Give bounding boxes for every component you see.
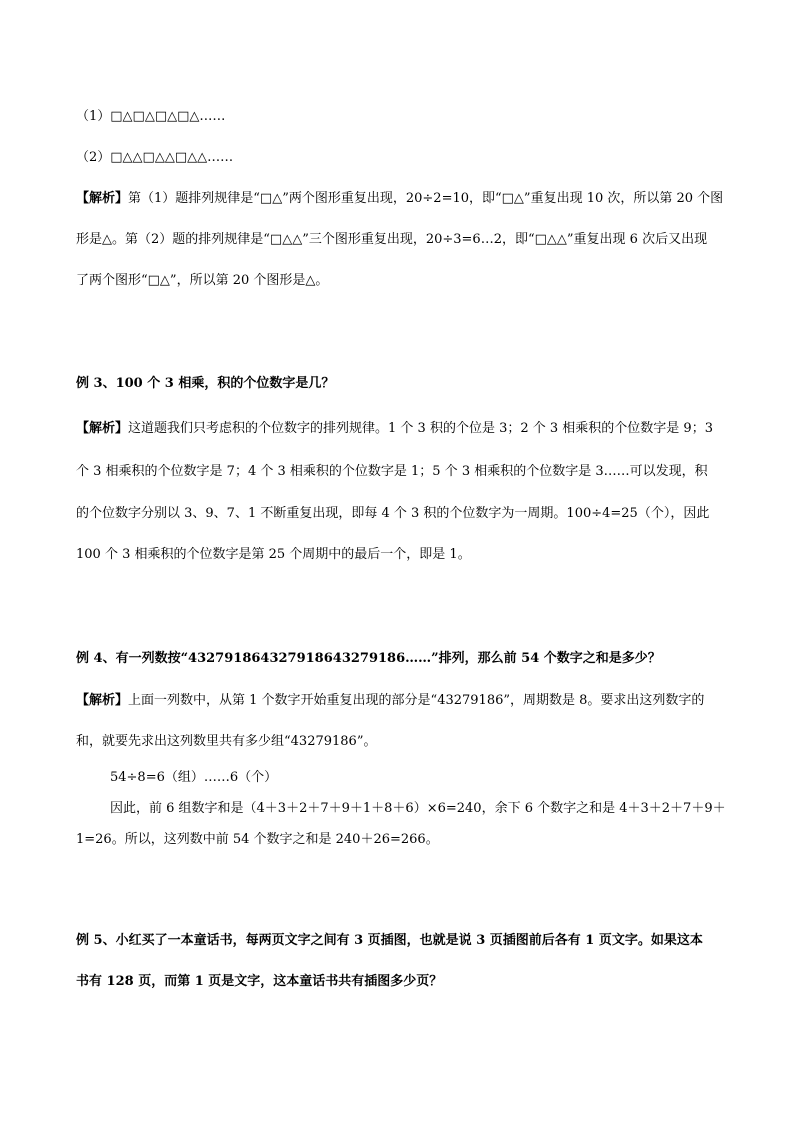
solution-4-line-2: 和，就要先求出这列数里共有多少组“43279186”。 xyxy=(76,734,377,749)
example-5-line-1: 例 5、小红买了一本童话书，每两页文字之间有 3 页插图，也就是说 3 页插图前后各有 1 页文字。如果这本 xyxy=(76,933,703,948)
solution-3-line-4: 100 个 3 相乘积的个位数字是第 25 个周期中的最后一个，即是 1。 xyxy=(76,547,471,562)
example-5-line-2: 书有 128 页，而第 1 页是文字，这本童话书共有插图多少页？ xyxy=(76,974,443,989)
solution-4-line-3: 54÷8=6（组）……6（个） xyxy=(110,770,278,785)
solution-text: 第（1）题排列规律是“□△”两个图形重复出现，20÷2=10，即“□△”重复出现 10 次，所以第 20 个图 xyxy=(128,191,724,206)
example-4-title: 例 4、有一列数按“432791864327918643279186……”排列，那么前 54 个数字之和是多少？ xyxy=(76,651,661,666)
solution-text: 上面一列数中，从第 1 个数字开始重复出现的部分是“43279186”，周期数是 8。要求出这列数字的 xyxy=(128,693,705,708)
solution-3-line-1 xyxy=(76,420,726,438)
solution-4-line-4: 因此，前 6 组数字和是（4＋3＋2＋7＋9＋1＋8＋6）×6=240，余下 6 个数字之和是 4＋3＋2＋7＋9＋ xyxy=(110,801,726,816)
solution-4-line-1 xyxy=(76,692,726,710)
solution-1-line-3: 了两个图形“□△”，所以第 20 个图形是△。 xyxy=(76,273,329,288)
solution-1-line-2: 形是△。第（2）题的排列规律是“□△△”三个图形重复出现，20÷3=6…2，即“□△△”重复出现 6 次后又出现 xyxy=(76,232,708,247)
solution-4-line-5: 1=26。所以，这列数中前 54 个数字之和是 240＋26=266。 xyxy=(76,832,439,847)
solution-3-line-3: 的个位数字分别以 3、9、7、1 不断重复出现，即每 4 个 3 积的个位数字为一周期。100÷4=25（个），因此 xyxy=(76,506,710,521)
solution-tag: 【解析】 xyxy=(76,421,129,436)
example-3-title: 例 3、100 个 3 相乘，积的个位数字是几？ xyxy=(76,376,335,391)
solution-3-line-2: 个 3 相乘积的个位数字是 7；4 个 3 相乘积的个位数字是 1；5 个 3 相乘积的个位数字是 3……可以发现，积 xyxy=(76,464,708,479)
solution-1-line-1 xyxy=(76,190,726,208)
solution-text: 这道题我们只考虑积的个位数字的排列规律。1 个 3 积的个位是 3；2 个 3 相乘积的个位数字是 9；3 xyxy=(128,421,713,436)
solution-tag: 【解析】 xyxy=(76,693,129,708)
solution-tag: 【解析】 xyxy=(76,191,129,206)
pattern-item-2: （2）□△△□△△□△△…… xyxy=(76,150,234,165)
pattern-item-1: （1）□△□△□△□△…… xyxy=(76,109,226,124)
